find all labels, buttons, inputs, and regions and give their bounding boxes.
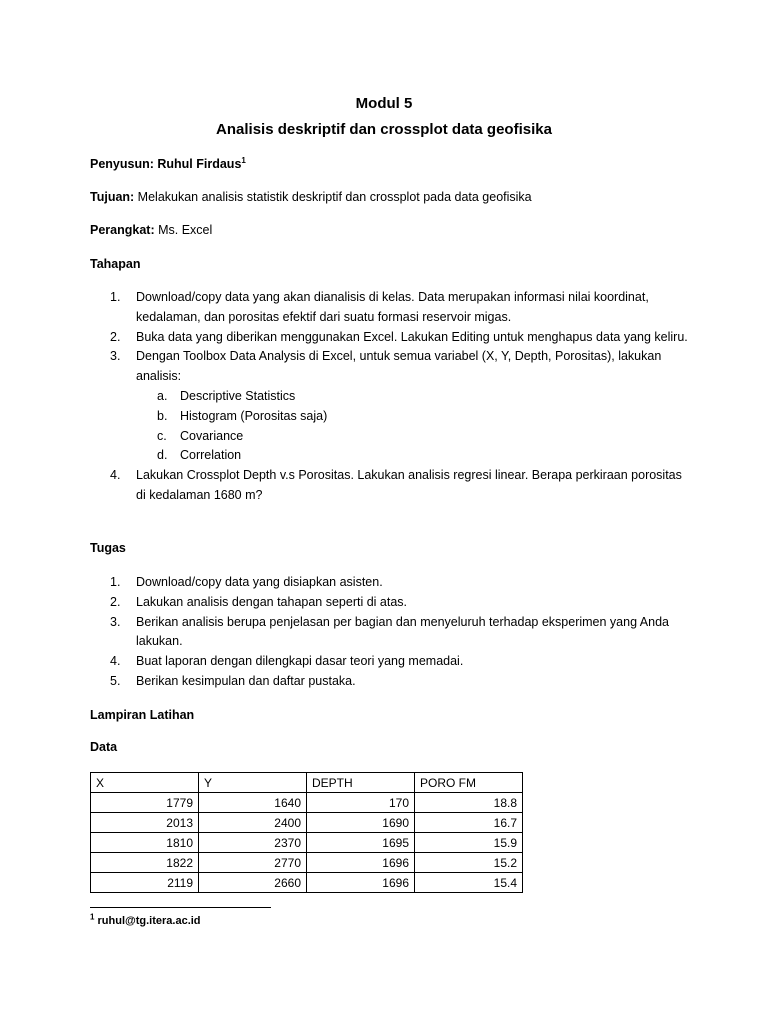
list-item: [90, 288, 690, 328]
list-text: Download/copy data yang akan dianalisis di kelas. Data merupakan informasi nilai koordinat, kedalaman, dan porositas efektif dari suatu formasi reservoir migas.: [136, 290, 649, 324]
list-number: 3.: [110, 349, 121, 364]
table-header-row: [91, 773, 523, 793]
table-cell: 16.7: [415, 813, 523, 833]
list-number: 4.: [110, 468, 121, 483]
tahapan-heading-text: Tahapan: [90, 257, 141, 271]
tugas-heading: [90, 541, 126, 555]
column-header: DEPTH: [307, 773, 415, 793]
footnote-mark: 1: [90, 912, 95, 922]
table-cell: 1640: [199, 793, 307, 813]
list-text: Buka data yang diberikan menggunakan Excel. Lakukan Editing untuk menghapus data yang keliru.: [136, 329, 688, 344]
list-number: 1.: [110, 290, 121, 304]
sublist-text: Correlation: [180, 448, 242, 463]
table-cell: 1822: [91, 853, 199, 873]
list-text: Lakukan Crossplot Depth v.s Porositas. Lakukan analisis regresi linear. Berapa perkiraan porositas di kedalaman 1680 m?: [136, 468, 682, 502]
list-number: 3.: [110, 614, 121, 629]
table-row: [91, 873, 523, 893]
lampiran-heading-text: Lampiran Latihan: [90, 708, 195, 722]
list-item: [90, 573, 690, 593]
tujuan-label: Tujuan:: [90, 190, 135, 204]
column-header: X: [91, 773, 199, 793]
list-text: Berikan kesimpulan dan daftar pustaka.: [136, 673, 356, 688]
table-cell: 1696: [307, 853, 415, 873]
list-number: 5.: [110, 673, 121, 688]
list-text: Berikan analisis berupa penjelasan per bagian dan menyeluruh terhadap eksperimen yang Anda lakukan.: [136, 614, 670, 649]
analysis-sublist: [136, 387, 690, 466]
list-item: [90, 347, 690, 466]
table-cell: 2660: [199, 873, 307, 893]
table-cell: 15.4: [415, 873, 523, 893]
sublist-text: Histogram (Porositas saja): [180, 408, 328, 423]
table-cell: 15.9: [415, 833, 523, 853]
table-cell: 2770: [199, 853, 307, 873]
list-number: 2.: [110, 594, 121, 609]
list-item: [90, 328, 690, 348]
table-cell: 1690: [307, 813, 415, 833]
list-number: 2.: [110, 329, 121, 344]
table-cell: 15.2: [415, 853, 523, 873]
perangkat-line: [90, 223, 212, 237]
author-footnote-mark: 1: [241, 155, 246, 165]
sublist-item: [136, 407, 690, 427]
document-subtitle: Analisis deskriptif dan crossplot data geofisika: [216, 121, 552, 138]
table-cell: 18.8: [415, 793, 523, 813]
data-heading: [90, 740, 117, 754]
sublist-letter: b.: [157, 408, 168, 423]
table-cell: 1779: [91, 793, 199, 813]
sublist-letter: d.: [157, 448, 168, 463]
tahapan-heading: [90, 257, 140, 271]
tujuan-text: Melakukan analisis statistik deskriptif dan crossplot pada data geofisika: [134, 190, 532, 204]
footnote-separator: [90, 907, 271, 908]
footnote-email: ruhul@tg.itera.ac.id: [94, 915, 201, 927]
list-item: [90, 466, 690, 506]
perangkat-label: Perangkat:: [90, 223, 155, 237]
sublist-letter: c.: [157, 428, 167, 443]
table-cell: 2400: [199, 813, 307, 833]
table-cell: 1696: [307, 873, 415, 893]
perangkat-text: Ms. Excel: [154, 223, 213, 237]
column-header: PORO FM: [415, 773, 523, 793]
table-cell: 1695: [307, 833, 415, 853]
table-row: [91, 833, 523, 853]
data-table: [90, 772, 523, 893]
tahapan-list: [90, 288, 690, 506]
data-heading-text: Data: [90, 740, 118, 754]
table-cell: 1810: [91, 833, 199, 853]
tugas-heading-text: Tugas: [90, 541, 126, 555]
table-cell: 2119: [91, 873, 199, 893]
sublist-item: [136, 446, 690, 466]
tugas-list: [90, 573, 690, 692]
list-number: 4.: [110, 654, 121, 669]
author-label: Penyusun: Ruhul Firdaus: [90, 157, 242, 171]
list-number: 1.: [110, 575, 121, 589]
sublist-text: Descriptive Statistics: [180, 388, 296, 403]
list-item: [90, 593, 690, 613]
table-row: [91, 793, 523, 813]
column-header: Y: [199, 773, 307, 793]
list-item: [90, 652, 690, 672]
tujuan-line: [90, 190, 532, 204]
sublist-item: [136, 387, 690, 407]
table-cell: 2370: [199, 833, 307, 853]
author-line: [90, 157, 246, 171]
sublist-letter: a.: [157, 388, 168, 403]
footnote: [90, 912, 201, 927]
list-item: [90, 672, 690, 692]
list-text: Download/copy data yang disiapkan asisten.: [136, 575, 383, 589]
list-item: [90, 613, 690, 653]
document-title: Modul 5: [355, 95, 413, 112]
table-cell: 170: [307, 793, 415, 813]
table-row: [91, 813, 523, 833]
list-text: Lakukan analisis dengan tahapan seperti di atas.: [136, 594, 408, 609]
list-text: Dengan Toolbox Data Analysis di Excel, untuk semua variabel (X, Y, Depth, Porositas), lakukan analisis:: [136, 349, 662, 384]
table-cell: 2013: [91, 813, 199, 833]
sublist-item: [136, 427, 690, 447]
table-row: [91, 853, 523, 873]
list-text: Buat laporan dengan dilengkapi dasar teori yang memadai.: [136, 654, 464, 669]
lampiran-heading: [90, 708, 194, 722]
sublist-text: Covariance: [180, 428, 244, 443]
